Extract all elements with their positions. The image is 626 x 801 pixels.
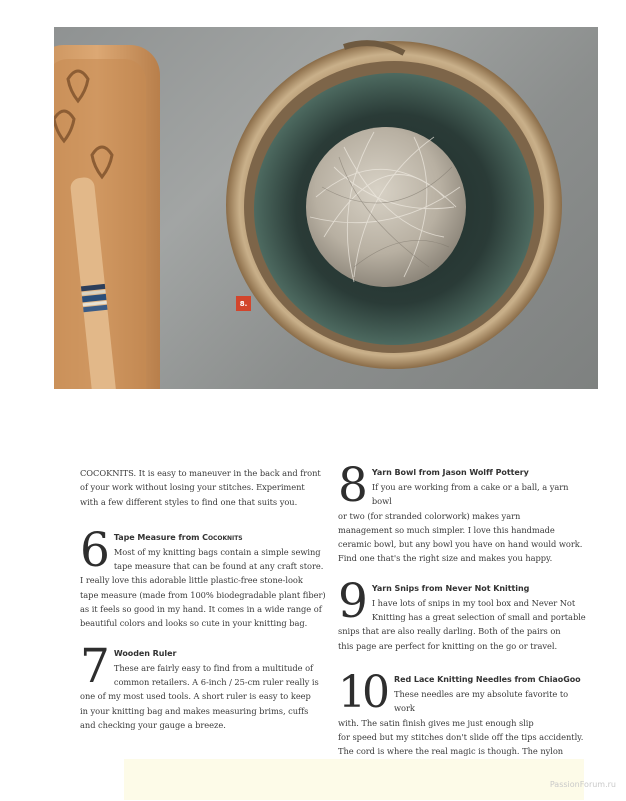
section-yarn-bowl: [338, 458, 588, 566]
body-line: Find one that's the right size and makes you happy.: [338, 553, 553, 564]
heading-brand: Cocoknits: [202, 532, 243, 542]
heading-text: Tape Measure from: [113, 532, 203, 542]
footer-band: [124, 759, 584, 800]
section-heading: Yarn Snips from Never Not Knitting: [371, 583, 530, 593]
section-heading: Wooden Ruler: [113, 648, 177, 658]
photo-illustration: [54, 27, 598, 389]
photo-number-badge: 8.: [236, 296, 251, 311]
body-line: as it feels so good in my hand. It comes in a wide range of: [80, 604, 322, 615]
body-line: management so much simpler. I love this handmade: [338, 524, 555, 535]
intro-line: with a few different styles to find one that suits you.: [80, 496, 298, 507]
body-line: ceramic bowl, but any bowl you have on hand would work.: [338, 539, 583, 550]
body-line: Most of my knitting bags contain a simple sewing: [113, 546, 321, 557]
section-heading: Yarn Bowl from Jason Wolff Pottery: [371, 468, 529, 477]
body-line: These needles are my absolute favorite to work: [394, 688, 569, 714]
body-line: one of my most used tools. A short ruler is easy to keep: [80, 691, 311, 702]
body-line: this page are perfect for knitting on the go or travel.: [338, 640, 558, 651]
section-number: 10: [338, 666, 386, 718]
section-yarn-snips: [338, 573, 588, 653]
body-line: or two (for stranded colorwork) makes yarn: [338, 510, 521, 521]
intro-line: of your work without losing your stitches. Experiment: [80, 482, 305, 493]
section-number: 8: [338, 458, 368, 513]
section-number: 6: [80, 522, 110, 578]
body-line: beautiful colors and looks so cute in your knitting bag.: [80, 618, 308, 629]
body-line: with. The satin finish gives me just enough slip: [338, 717, 534, 728]
body-line: snips that are also really darling. Both of the pairs on: [338, 626, 561, 637]
section-number: 9: [338, 573, 368, 629]
section-wooden-ruler: [80, 638, 330, 732]
body-line: in your knitting bag and makes measuring brims, cuffs: [80, 705, 309, 716]
body-line: tape measure that can be found at any craft store.: [113, 561, 324, 572]
body-line: Knitting has a great selection of small and portable: [371, 612, 586, 623]
intro-line: COCOKNITS. It is easy to maneuver in the back and front: [80, 468, 321, 478]
yarn-bowl-photo: [54, 27, 598, 389]
section-heading: Red Lace Knitting Needles from ChiaoGoo: [394, 674, 581, 684]
section-tape-measure: [80, 522, 330, 631]
watermark: PassionForum.ru: [549, 780, 616, 789]
body-line: and checking your gauge a breeze.: [80, 719, 226, 730]
left-column: [80, 466, 330, 732]
body-line: These are fairly easy to find from a multitude of: [113, 662, 314, 673]
body-line: common retailers. A 6-inch / 25-cm ruler really is: [113, 676, 319, 687]
section-number: 7: [80, 638, 110, 694]
section-heading: [80, 531, 330, 545]
body-line: for speed but my stitches don't slide off the tips accidently.: [338, 731, 584, 742]
body-line: I have lots of snips in my tool box and Never Not: [371, 597, 576, 608]
right-column: [338, 458, 588, 801]
body-line: tape measure (made from 100% biodegradable plant fiber): [80, 589, 326, 600]
body-line: The cord is where the real magic is though. The nylon: [338, 746, 564, 757]
body-line: I really love this adorable little plastic-free stone-look: [80, 575, 303, 586]
body-line: If you are working from a cake or a ball, a yarn bowl: [371, 482, 569, 507]
